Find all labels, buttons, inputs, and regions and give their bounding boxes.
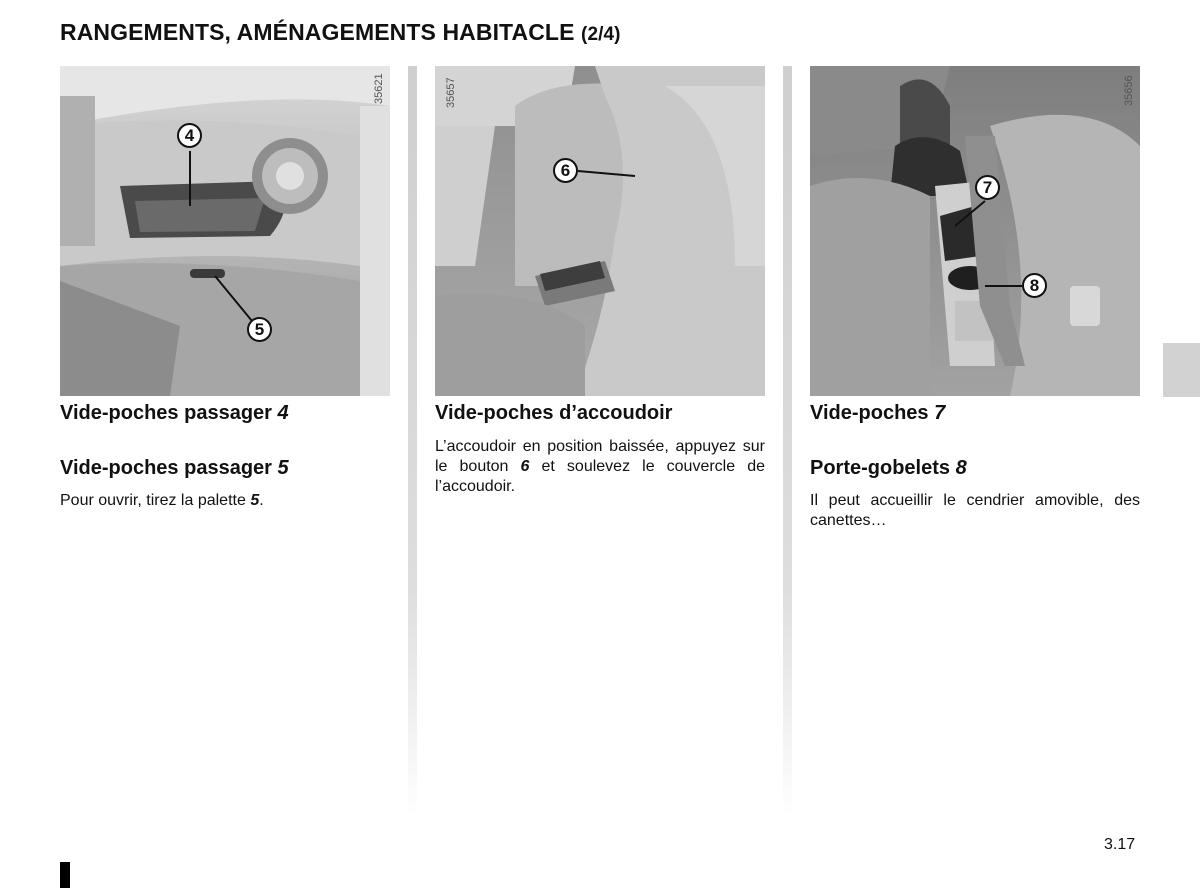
photo-reference: 35657 [445,77,457,108]
print-mark [60,862,70,888]
page-title-part: (2/4) [581,24,621,45]
column-divider [408,66,417,816]
section-heading: Vide-poches 7 [810,402,946,424]
photo-reference: 35656 [1123,75,1135,106]
section-body-text: Pour ouvrir, tirez la palette 5. [60,492,264,509]
page-title-text: RANGEMENTS, AMÉNAGEMENTS HABITACLE [60,19,575,45]
armrest-illustration [435,66,765,396]
photo-reference: 35621 [373,73,385,104]
console-illustration [810,66,1140,396]
photo-armrest-storage [435,66,765,396]
chapter-tab [1163,343,1200,397]
section-heading: Vide-poches passager 4 [60,402,289,424]
callout-8: 8 [1022,273,1047,298]
section-body-text: L’accoudoir en position baissée, appuyez sur le bouton 6 et soulevez le couvercle de l’accoudoir. [435,438,765,495]
callout-4: 4 [177,123,202,148]
section-heading: Vide-poches d’accoudoir [435,402,673,424]
callout-6: 6 [553,158,578,183]
page-title [60,19,621,46]
section-heading: Porte-gobelets 8 [810,457,967,479]
photo-console-storage [810,66,1140,396]
column-divider [783,66,792,816]
photo-passenger-storage [60,66,390,396]
section-heading: Vide-poches passager 5 [60,457,289,479]
page-number: 3.17 [1104,836,1136,853]
callout-7: 7 [975,175,1000,200]
dashboard-illustration [60,66,390,396]
section-body-text: Il peut accueillir le cendrier amovible, des canettes… [810,492,1140,529]
callout-5: 5 [247,317,272,342]
